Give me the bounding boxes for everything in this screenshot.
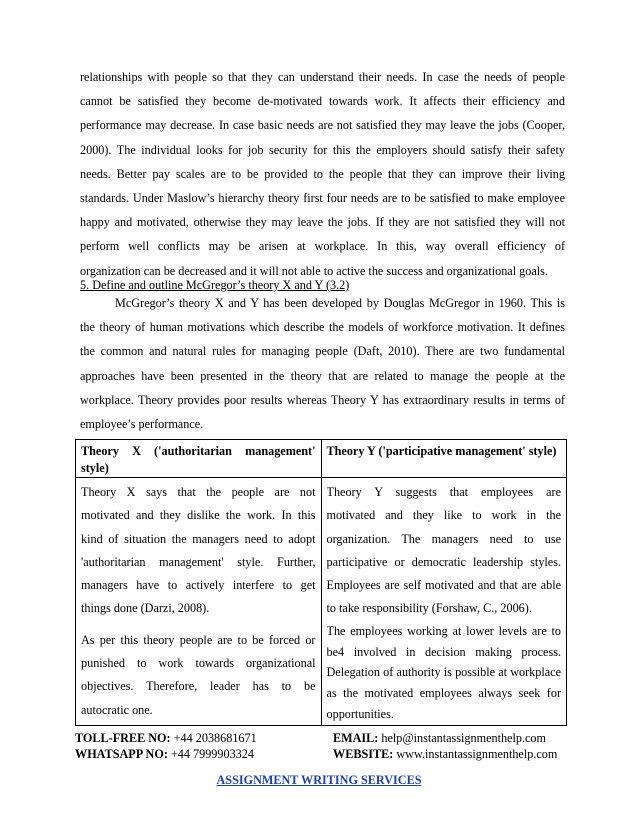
email-label: EMAIL: [333,731,379,745]
header-theory-x: Theory X ('authoritarian management' style) [76,440,322,478]
cell-line: As per this theory people are to be forced or [81,632,316,647]
header-theory-y: Theory Y ('participative management' style) [321,440,567,478]
table-row [76,478,567,726]
cell-line: punished to work towards organizational [81,656,316,671]
table-header-row [76,440,567,478]
cell-line: as the motivated employees always seek for [326,686,561,701]
cell-line: participative or democratic leadership styles. [326,554,561,569]
cell-line: 'authoritarian management' style. Further, [81,554,316,569]
text-line: 2000). The individual looks for job security for this the employers should satisfy their safety [80,142,565,157]
email-block [333,730,546,746]
text-line: the theory of human motivations which describe the models of workforce motivation. It defines [80,320,565,335]
text-line: employee’s performance. [80,416,204,431]
website-url[interactable]: www.instantassignmenthelp.com [393,747,558,761]
cell-theory-y [321,478,567,726]
website-block [333,746,557,762]
text-line: the common and natural rules for managing people (Daft, 2010). There are two fundamental [80,344,565,359]
text-line: perform well conflicts may be arisen at workplace. In this, way overall efficiency of [80,239,565,254]
theory-comparison-table [75,439,567,726]
whatsapp-label: WHATSAPP NO: [75,747,168,761]
cell-line: Theory Y suggests that employees are [326,485,561,499]
cell-line: organization. The managers need to use [326,531,561,546]
cell-line: managers have to actively interfere to get [81,578,316,593]
footer-contacts [75,730,565,762]
cell-theory-x [76,478,322,726]
email-address[interactable]: help@instantassignmenthelp.com [378,731,546,745]
cell-line: kind of situation the managers need to adopt [81,531,316,546]
cell-line: be4 involved in decision making process. [326,644,561,659]
whatsapp-number: +44 7999903324 [167,747,254,761]
text-line: relationships with people so that they can understand their needs. In case the needs of people [80,70,565,84]
tollfree-label: TOLL-FREE NO: [75,731,171,745]
text-line: performance may decrease. In case basic needs are not satisfied they may leave the jobs (Cooper, [80,118,565,133]
cell-line: motivated and they dislike the work. In this [81,508,316,523]
cell-line: The employees working at lower levels are to [326,623,561,638]
cell-spacer [81,621,316,629]
cell-line: things done (Darzi, 2008). [81,601,210,616]
text-line: McGregor’s theory X and Y has been developed by Douglas McGregor in 1960. This is [115,296,565,310]
cell-line: motivated and they like to work in the [326,508,561,523]
text-line: needs. Better pay scales are to be provided to the people that they can improve their living [80,166,565,181]
text-line: workplace. Theory provides poor results whereas Theory Y has extraordinary results in terms of [80,392,565,407]
footer-row-1 [75,730,565,746]
cell-line: Theory X says that the people are not [81,485,316,499]
tollfree-number: +44 2038681671 [170,731,257,745]
footer-row-2 [75,746,565,762]
cell-line: opportunities. [326,706,394,721]
cell-line: Delegation of authority is possible at workplace [326,665,561,680]
cell-line: objectives. Therefore, leader has to be [81,679,316,694]
text-line: organization can be decreased and it will not able to active the success and organizational goals. [80,263,548,278]
text-line: standards. Under Maslow’s hierarchy theory first four needs are to be satisfied to make employee [80,190,565,205]
text-line: cannot be satisfied they become de-motivated towards work. It affects their efficiency and [80,94,565,109]
assignment-services-link[interactable]: ASSIGNMENT WRITING SERVICES [216,773,422,787]
website-label: WEBSITE: [333,747,394,761]
text-line: approaches have been presented in the theory that are related to manage the people at the [80,368,565,383]
cell-line: Employees are self motivated and that are able [326,578,561,593]
cell-line: to take responsibility (Forshaw, C., 2006). [326,601,532,616]
paragraph-maslow [80,65,565,283]
cell-line: autocratic one. [81,702,153,717]
section-heading: 5. Define and outline McGregor’s theory X and Y (3.2) [80,278,350,292]
text-line: happy and motivated, otherwise they may leave the jobs. If they are not satisfied they will not [80,215,565,230]
paragraph-mcgregor [80,291,565,436]
